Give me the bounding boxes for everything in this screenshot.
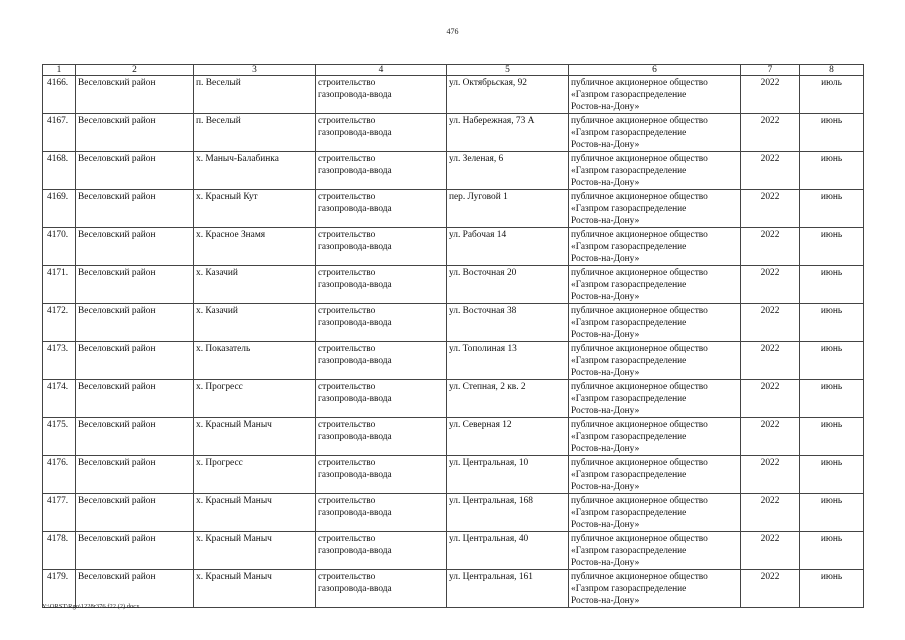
cell-number: 4176. [43,456,76,494]
cell-work-line: газопровода-ввода [318,318,392,328]
cell-number: 4171. [43,266,76,304]
cell-month: июнь [800,190,864,228]
cell-organization [569,76,741,114]
cell-organization-line: публичное акционерное общество [571,230,708,240]
cell-address: ул. Тополиная 13 [447,342,569,380]
cell-work [316,418,447,456]
cell-work [316,342,447,380]
cell-month: июнь [800,418,864,456]
cell-work-line: строительство [318,116,376,126]
cell-month: июнь [800,304,864,342]
cell-organization-line: Ростов-на-Дону» [571,292,640,302]
table-row [43,456,864,494]
cell-work-line: строительство [318,382,376,392]
column-header: 2 [76,65,194,76]
table-row [43,342,864,380]
cell-organization-line: публичное акционерное общество [571,496,708,506]
cell-number: 4178. [43,532,76,570]
column-header: 5 [447,65,569,76]
register-table [42,64,864,608]
cell-number: 4167. [43,114,76,152]
cell-work [316,570,447,608]
cell-work [316,456,447,494]
cell-organization [569,570,741,608]
cell-organization-line: «Газпром газораспределение [571,90,687,100]
cell-organization-line: публичное акционерное общество [571,78,708,88]
cell-organization-line: «Газпром газораспределение [571,166,687,176]
cell-month: июнь [800,266,864,304]
cell-month: июнь [800,494,864,532]
cell-year: 2022 [741,304,800,342]
cell-address: ул. Октябрьская, 92 [447,76,569,114]
cell-district: Веселовский район [76,418,194,456]
cell-organization-line: публичное акционерное общество [571,154,708,164]
cell-settlement: х. Красное Знамя [194,228,316,266]
cell-organization-line: публичное акционерное общество [571,306,708,316]
footer-file-path: Y:\ORST\Rgo\1228r376.f22 (2).docx [42,603,140,610]
cell-number: 4172. [43,304,76,342]
page-number: 476 [446,27,459,36]
cell-address: ул. Рабочая 14 [447,228,569,266]
cell-organization [569,266,741,304]
cell-address: ул. Северная 12 [447,418,569,456]
cell-work [316,266,447,304]
cell-organization-line: Ростов-на-Дону» [571,140,640,150]
cell-work-line: газопровода-ввода [318,356,392,366]
cell-organization-line: Ростов-на-Дону» [571,406,640,416]
cell-work [316,494,447,532]
table-row [43,418,864,456]
cell-settlement: х. Маныч-Балабинка [194,152,316,190]
cell-work [316,114,447,152]
cell-address: ул. Набережная, 73 А [447,114,569,152]
cell-district: Веселовский район [76,570,194,608]
cell-year: 2022 [741,114,800,152]
cell-organization [569,152,741,190]
cell-settlement: х. Прогресс [194,456,316,494]
cell-number: 4175. [43,418,76,456]
cell-number: 4177. [43,494,76,532]
cell-work [316,532,447,570]
cell-work-line: газопровода-ввода [318,204,392,214]
cell-settlement: х. Прогресс [194,380,316,418]
cell-work-line: газопровода-ввода [318,546,392,556]
cell-year: 2022 [741,152,800,190]
cell-year: 2022 [741,456,800,494]
cell-organization [569,190,741,228]
cell-organization [569,418,741,456]
cell-settlement: х. Красный Маныч [194,494,316,532]
cell-district: Веселовский район [76,304,194,342]
cell-year: 2022 [741,266,800,304]
cell-work [316,304,447,342]
cell-district: Веселовский район [76,114,194,152]
cell-organization-line: «Газпром газораспределение [571,318,687,328]
cell-organization-line: публичное акционерное общество [571,534,708,544]
table-row [43,152,864,190]
cell-organization-line: «Газпром газораспределение [571,394,687,404]
cell-settlement: х. Красный Маныч [194,532,316,570]
cell-settlement: х. Красный Кут [194,190,316,228]
cell-organization-line: публичное акционерное общество [571,572,708,582]
cell-month: июнь [800,532,864,570]
table-row [43,76,864,114]
cell-organization-line: Ростов-на-Дону» [571,596,640,606]
cell-work-line: строительство [318,154,376,164]
column-header: 3 [194,65,316,76]
cell-district: Веселовский район [76,76,194,114]
cell-year: 2022 [741,76,800,114]
cell-organization-line: «Газпром газораспределение [571,356,687,366]
cell-organization-line: публичное акционерное общество [571,268,708,278]
cell-address: ул. Степная, 2 кв. 2 [447,380,569,418]
cell-organization-line: «Газпром газораспределение [571,204,687,214]
cell-organization-line: «Газпром газораспределение [571,546,687,556]
cell-organization [569,228,741,266]
cell-organization-line: публичное акционерное общество [571,116,708,126]
cell-organization-line: «Газпром газораспределение [571,508,687,518]
cell-district: Веселовский район [76,190,194,228]
cell-number: 4174. [43,380,76,418]
cell-organization-line: Ростов-на-Дону» [571,330,640,340]
cell-organization-line: Ростов-на-Дону» [571,482,640,492]
table-row [43,304,864,342]
cell-work [316,380,447,418]
cell-year: 2022 [741,342,800,380]
cell-month: июнь [800,114,864,152]
cell-settlement: х. Показатель [194,342,316,380]
cell-work-line: газопровода-ввода [318,508,392,518]
column-header: 1 [43,65,76,76]
cell-work-line: строительство [318,306,376,316]
cell-work-line: газопровода-ввода [318,128,392,138]
cell-address: ул. Центральная, 168 [447,494,569,532]
cell-work-line: строительство [318,268,376,278]
cell-organization-line: «Газпром газораспределение [571,242,687,252]
cell-organization-line: Ростов-на-Дону» [571,368,640,378]
cell-number: 4166. [43,76,76,114]
cell-organization [569,494,741,532]
table-row [43,266,864,304]
cell-settlement: х. Красный Маныч [194,570,316,608]
cell-settlement: х. Казачий [194,266,316,304]
cell-district: Веселовский район [76,456,194,494]
cell-work [316,76,447,114]
cell-work-line: строительство [318,344,376,354]
cell-year: 2022 [741,532,800,570]
cell-month: июнь [800,380,864,418]
table-row [43,570,864,608]
cell-work-line: газопровода-ввода [318,166,392,176]
cell-year: 2022 [741,190,800,228]
cell-settlement: п. Веселый [194,114,316,152]
cell-year: 2022 [741,418,800,456]
cell-organization-line: Ростов-на-Дону» [571,520,640,530]
cell-address: ул. Центральная, 161 [447,570,569,608]
cell-month: июль [800,76,864,114]
cell-work-line: газопровода-ввода [318,90,392,100]
column-number-header [43,65,864,76]
cell-year: 2022 [741,380,800,418]
cell-work [316,152,447,190]
cell-organization-line: публичное акционерное общество [571,382,708,392]
cell-work-line: газопровода-ввода [318,584,392,594]
cell-organization-line: Ростов-на-Дону» [571,254,640,264]
cell-work-line: строительство [318,496,376,506]
cell-number: 4173. [43,342,76,380]
cell-district: Веселовский район [76,228,194,266]
cell-settlement: х. Казачий [194,304,316,342]
cell-settlement: п. Веселый [194,76,316,114]
cell-work-line: строительство [318,534,376,544]
column-header: 6 [569,65,741,76]
column-header: 8 [800,65,864,76]
cell-organization-line: публичное акционерное общество [571,192,708,202]
cell-month: июнь [800,456,864,494]
cell-work-line: газопровода-ввода [318,280,392,290]
cell-organization [569,342,741,380]
cell-work-line: строительство [318,572,376,582]
cell-district: Веселовский район [76,266,194,304]
cell-organization-line: публичное акционерное общество [571,344,708,354]
cell-organization-line: Ростов-на-Дону» [571,102,640,112]
cell-number: 4179. [43,570,76,608]
cell-settlement: х. Красный Маныч [194,418,316,456]
cell-district: Веселовский район [76,342,194,380]
table-row [43,190,864,228]
cell-district: Веселовский район [76,532,194,570]
table-row [43,532,864,570]
cell-work [316,228,447,266]
cell-organization [569,456,741,494]
table-row [43,494,864,532]
cell-work-line: газопровода-ввода [318,470,392,480]
column-header: 4 [316,65,447,76]
cell-address: пер. Луговой 1 [447,190,569,228]
cell-organization-line: Ростов-на-Дону» [571,558,640,568]
cell-organization [569,114,741,152]
cell-address: ул. Центральная, 40 [447,532,569,570]
table-row [43,228,864,266]
cell-organization [569,304,741,342]
cell-work-line: строительство [318,420,376,430]
cell-organization-line: «Газпром газораспределение [571,470,687,480]
cell-address: ул. Центральная, 10 [447,456,569,494]
cell-number: 4169. [43,190,76,228]
cell-organization [569,380,741,418]
cell-organization-line: Ростов-на-Дону» [571,216,640,226]
cell-organization-line: Ростов-на-Дону» [571,444,640,454]
cell-month: июнь [800,228,864,266]
cell-month: июнь [800,570,864,608]
cell-address: ул. Восточная 38 [447,304,569,342]
cell-district: Веселовский район [76,494,194,532]
cell-work-line: строительство [318,78,376,88]
cell-work-line: строительство [318,192,376,202]
cell-number: 4168. [43,152,76,190]
cell-address: ул. Зеленая, 6 [447,152,569,190]
cell-year: 2022 [741,228,800,266]
cell-address: ул. Восточная 20 [447,266,569,304]
table-row [43,114,864,152]
cell-district: Веселовский район [76,152,194,190]
column-header: 7 [741,65,800,76]
cell-organization-line: «Газпром газораспределение [571,432,687,442]
cell-organization-line: «Газпром газораспределение [571,584,687,594]
cell-month: июнь [800,342,864,380]
cell-work-line: газопровода-ввода [318,432,392,442]
cell-organization-line: Ростов-на-Дону» [571,178,640,188]
cell-organization-line: «Газпром газораспределение [571,280,687,290]
cell-year: 2022 [741,570,800,608]
cell-month: июнь [800,152,864,190]
cell-work-line: газопровода-ввода [318,394,392,404]
cell-number: 4170. [43,228,76,266]
cell-district: Веселовский район [76,380,194,418]
cell-work-line: газопровода-ввода [318,242,392,252]
cell-organization [569,532,741,570]
cell-work [316,190,447,228]
cell-organization-line: публичное акционерное общество [571,458,708,468]
cell-work-line: строительство [318,230,376,240]
cell-work-line: строительство [318,458,376,468]
table-row [43,380,864,418]
cell-organization-line: «Газпром газораспределение [571,128,687,138]
cell-year: 2022 [741,494,800,532]
cell-organization-line: публичное акционерное общество [571,420,708,430]
